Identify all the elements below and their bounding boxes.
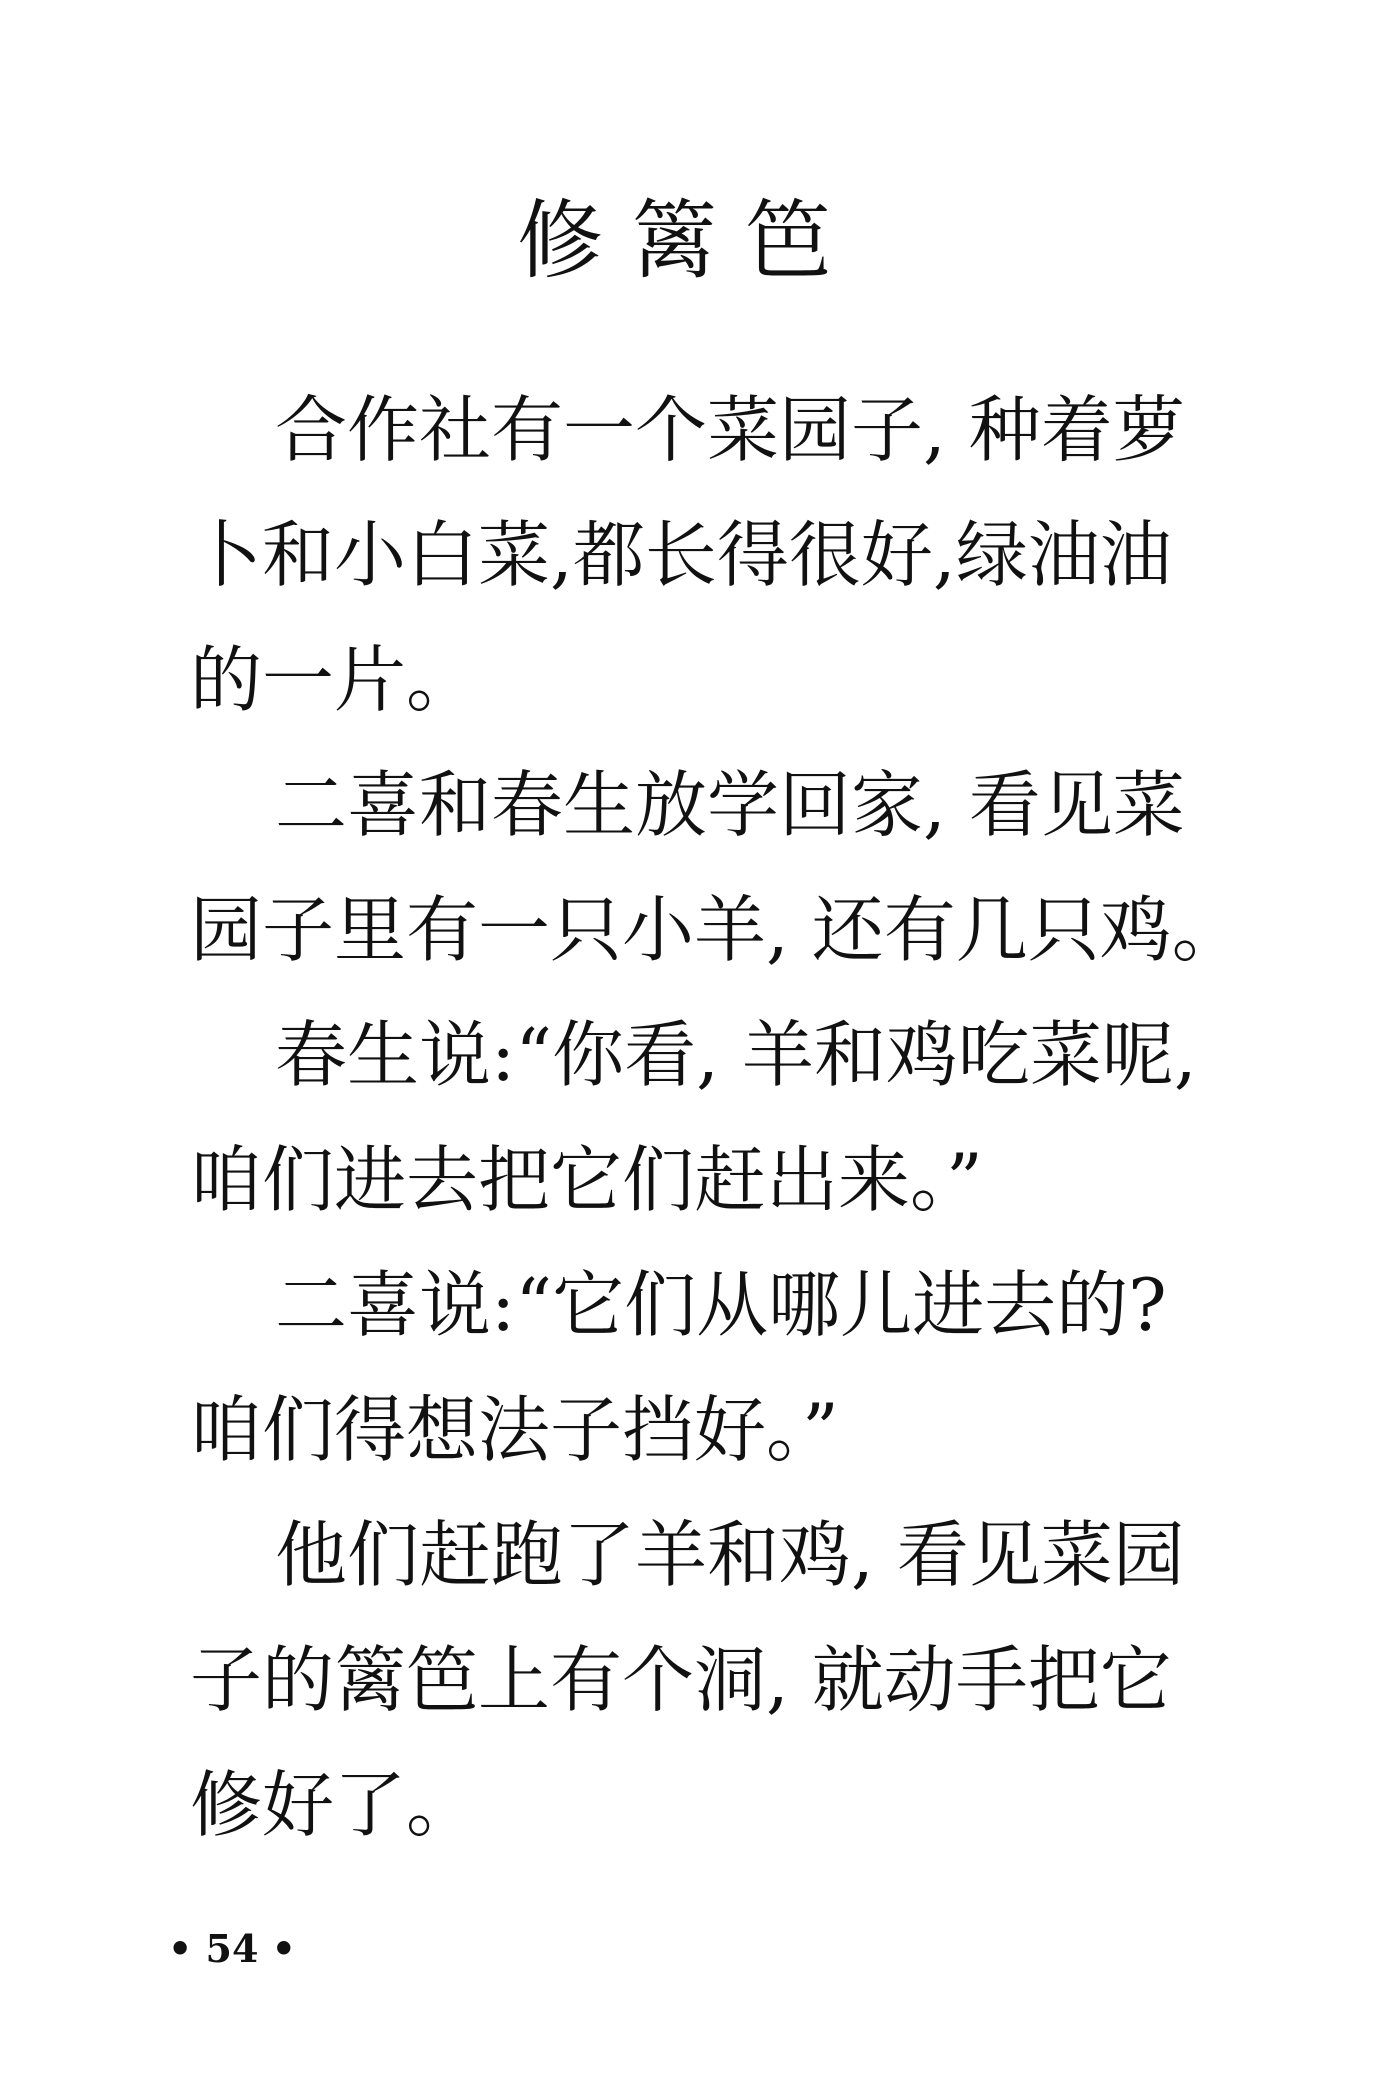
- text-line-1: 合作社有一个菜园子, 种着萝: [275, 388, 1185, 472]
- text-line-12: 修好了。: [190, 1763, 479, 1847]
- page-number: • 54 •: [168, 1926, 296, 1971]
- text-line-8: 二喜说:“它们从哪儿进去的?: [275, 1263, 1167, 1347]
- text-line-3: 的一片。: [190, 638, 479, 722]
- page-title: 修篱笆: [517, 190, 859, 291]
- text-line-4: 二喜和春生放学回家, 看见菜: [275, 763, 1185, 847]
- text-line-9: 咱们得想法子挡好。”: [190, 1388, 839, 1472]
- text-line-11: 子的篱笆上有个洞, 就动手把它: [190, 1638, 1172, 1722]
- text-line-6: 春生说:“你看, 羊和鸡吃菜呢,: [275, 1013, 1197, 1097]
- text-line-2: 卜和小白菜,都长得很好,绿油油: [190, 513, 1172, 597]
- text-line-10: 他们赶跑了羊和鸡, 看见菜园: [275, 1513, 1185, 1597]
- text-line-5: 园子里有一只小羊, 还有几只鸡。: [190, 888, 1244, 972]
- text-line-7: 咱们进去把它们赶出来。”: [190, 1138, 983, 1222]
